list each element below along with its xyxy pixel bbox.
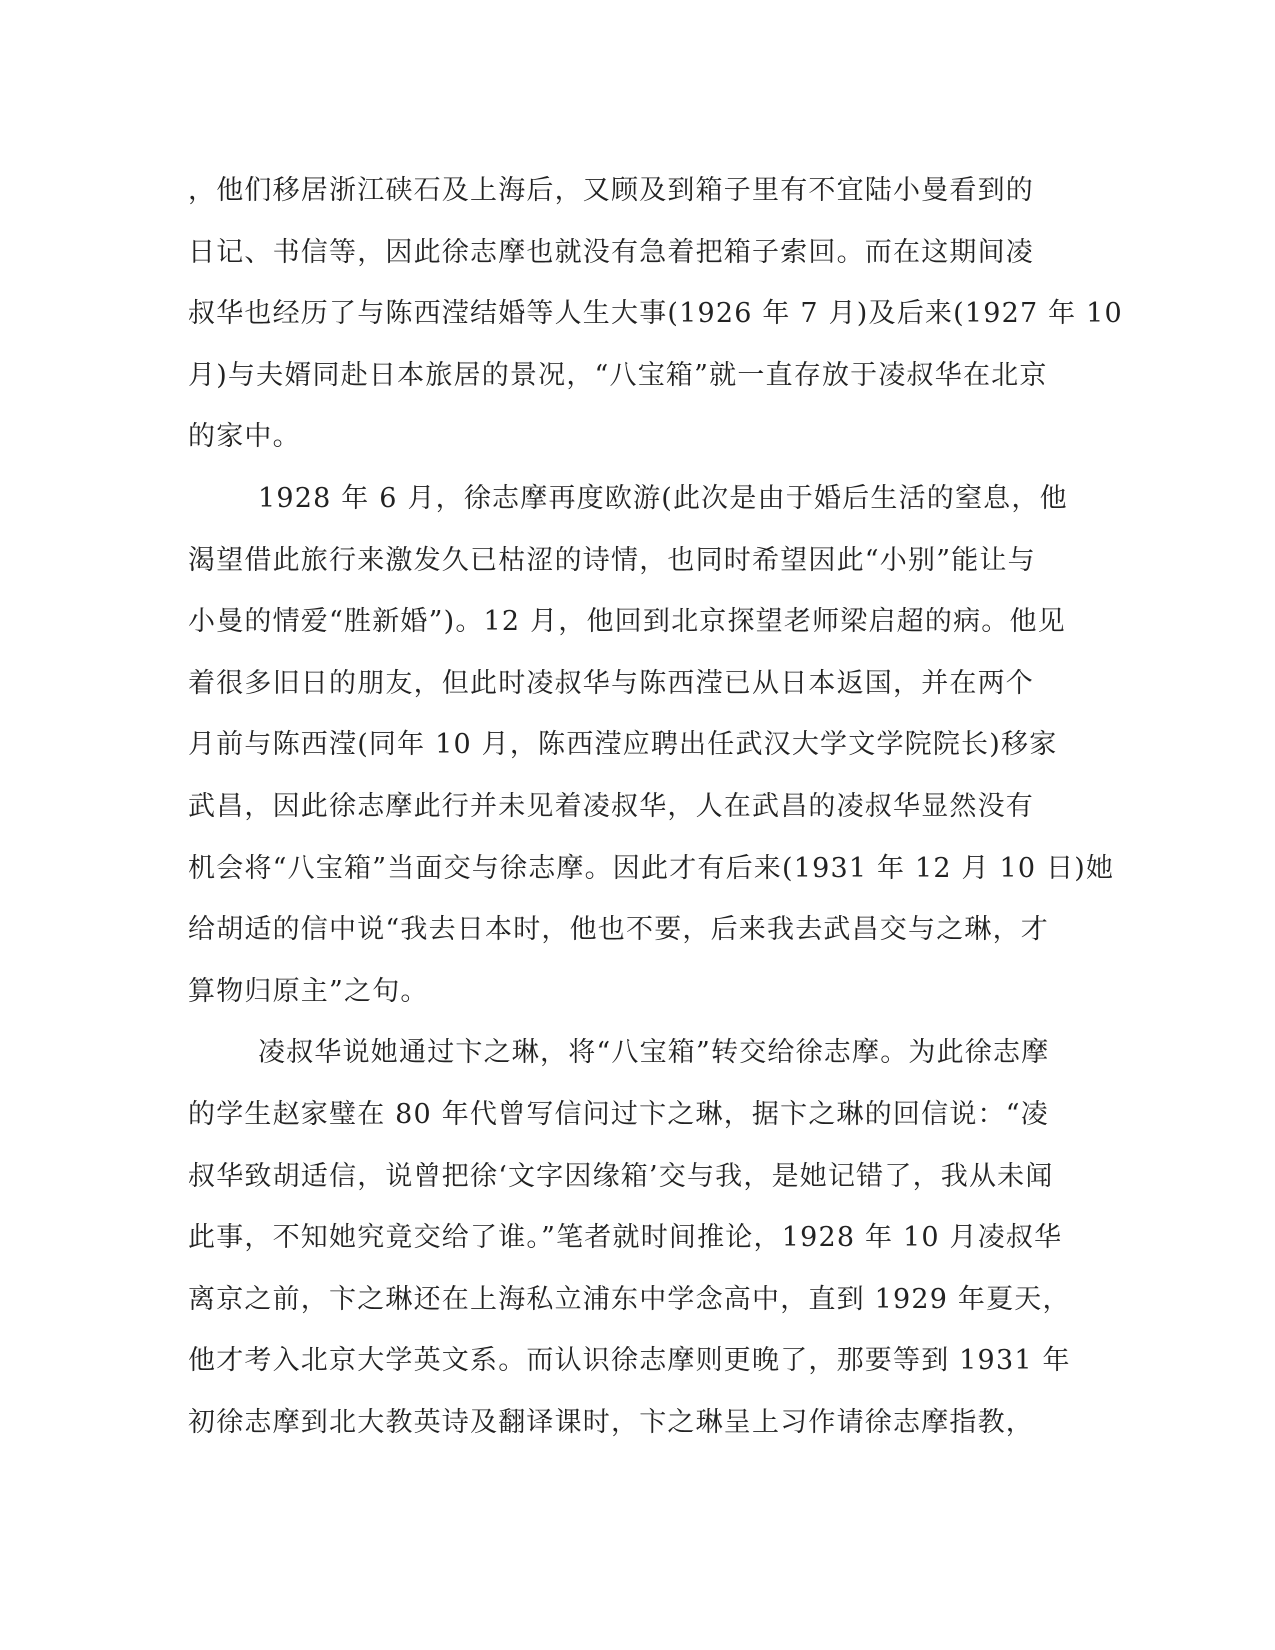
text-line: ，他们移居浙江硖石及上海后，又顾及到箱子里有不宜陆小曼看到的: [188, 175, 1034, 206]
text-line: 的家中。: [188, 421, 301, 453]
text-line: 的学生赵家璧在 80 年代曾写信问过卞之琳，据卞之琳的回信说：“凌: [188, 1098, 1049, 1130]
text-line: 月前与陈西滢(同年 10 月，陈西滢应聘出任武汉大学文学院院长)移家: [188, 729, 1058, 761]
text-line: 离京之前，卞之琳还在上海私立浦东中学念高中，直到 1929 年夏天，: [188, 1283, 1071, 1315]
paragraph-3: [188, 1022, 1078, 1453]
text-line: 武昌，因此徐志摩此行并未见着凌叔华，人在武昌的凌叔华显然没有: [188, 790, 1034, 822]
text-line: 他才考入北京大学英文系。而认识徐志摩则更晚了，那要等到 1931 年: [188, 1345, 1071, 1377]
text-line: 1928 年 6 月，徐志摩再度欧游(此次是由于婚后生活的窒息，他: [258, 482, 1068, 514]
document-body: [188, 160, 1123, 1453]
text-line: 初徐志摩到北大教英诗及翻译课时，卞之琳呈上习作请徐志摩指教，: [188, 1406, 1034, 1438]
text-line: 叔华也经历了与陈西滢结婚等人生大事(1926 年 7 月)及后来(1927 年 10: [188, 298, 1123, 330]
text-line: 着很多旧日的朋友，但此时凌叔华与陈西滢已从日本返国，并在两个: [188, 667, 1034, 699]
text-line: 算物归原主”之句。: [188, 975, 429, 1007]
text-line: 机会将“八宝箱”当面交与徐志摩。因此才有后来(1931 年 12 月 10 日)她: [188, 852, 1115, 884]
text-line: 此事，不知她究竟交给了谁。”笔者就时间推论，1928 年 10 月凌叔华: [188, 1222, 1063, 1254]
text-line: 凌叔华说她通过卞之琳，将“八宝箱”转交给徐志摩。为此徐志摩: [258, 1037, 1050, 1069]
text-line: 给胡适的信中说“我去日本时，他也不要，后来我去武昌交与之琳，才: [188, 914, 1050, 946]
text-line: 小曼的情爱“胜新婚”)。12 月，他回到北京探望老师梁启超的病。他见: [188, 606, 1066, 638]
text-line: 叔华致胡适信，说曾把徐‘文字因缘箱’交与我，是她记错了，我从未闻: [188, 1160, 1054, 1192]
text-line: 日记、书信等，因此徐志摩也就没有急着把箱子索回。而在这期间凌: [188, 236, 1034, 268]
text-line: 渴望借此旅行来激发久已枯涩的诗情，也同时希望因此“小别”能让与: [188, 544, 1036, 576]
paragraph-1: [188, 160, 1123, 468]
paragraph-2: [188, 468, 1115, 1022]
text-line: 月)与夫婿同赴日本旅居的景况，“八宝箱”就一直存放于凌叔华在北京: [188, 359, 1048, 391]
